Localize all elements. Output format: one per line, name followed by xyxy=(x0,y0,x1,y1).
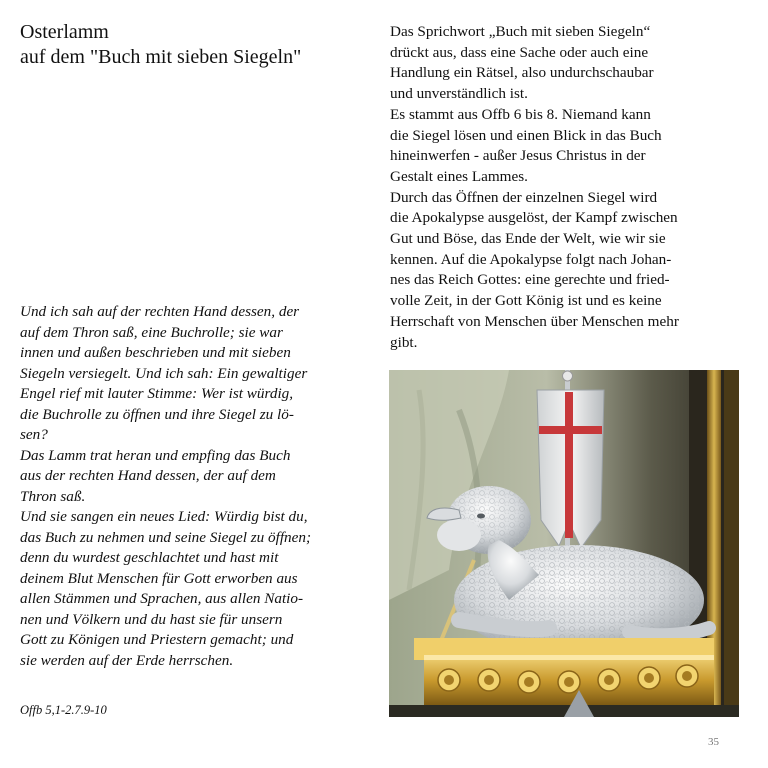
explanation-line: kennen. Auf die Apokalypse folgt nach Johan- xyxy=(390,250,672,268)
quote-line: nen und Völkern und du hast sie für unsern xyxy=(20,610,283,628)
quote-line: Und sie sangen ein neues Lied: Würdig bist du, xyxy=(20,508,308,525)
explanation-line: und unverständlich ist. xyxy=(390,85,528,103)
explanation-line: Handlung ein Rätsel, also undurchschaubar xyxy=(390,64,654,82)
quote-line: die Buchrolle zu öffnen und ihre Siegel zu lö- xyxy=(20,405,294,423)
title-line-1: Osterlamm xyxy=(20,21,109,43)
quote-line: auf dem Thron saß, eine Buchrolle; sie war xyxy=(20,323,283,341)
quote-line: Thron saß. xyxy=(20,487,86,505)
quote-line: sie werden auf der Erde herrschen. xyxy=(20,651,234,669)
quote-line: sen? xyxy=(20,426,48,443)
explanation-line: Gut und Böse, das Ende der Welt, wie wir sie xyxy=(390,230,666,248)
easter-lamb-photo xyxy=(389,370,739,717)
explanation-line: die Siegel lösen und einen Blick in das Buch xyxy=(390,126,662,144)
explanation-line: Herrschaft von Menschen über Menschen mehr xyxy=(390,312,679,330)
explanation-line: volle Zeit, in der Gott König ist und es keine xyxy=(390,292,662,310)
quote-line: allen Stämmen und Sprachen, aus allen Natio- xyxy=(20,590,304,607)
quote-line: denn du wurdest geschlachtet und hast mit xyxy=(20,549,279,566)
explanation-line: Durch das Öffnen der einzelnen Siegel wird xyxy=(390,188,658,206)
explanation-line: die Apokalypse ausgelöst, der Kampf zwischen xyxy=(390,209,678,227)
quote-citation: Offb 5,1-2.7.9-10 xyxy=(20,703,107,717)
explanation-text xyxy=(390,22,750,353)
quote-line: innen und außen beschrieben und mit sieben xyxy=(20,344,291,361)
explanation-line: Das Sprichwort „Buch mit sieben Siegeln“ xyxy=(390,23,651,40)
explanation-line: hineinwerfen - außer Jesus Christus in der xyxy=(390,147,646,165)
quote-line: das Buch zu nehmen und seine Siegel zu öffnen; xyxy=(20,528,312,546)
quote-line: Das Lamm trat heran und empfing das Buch xyxy=(20,446,291,464)
bible-quote xyxy=(20,302,370,671)
quote-line: Siegeln versiegelt. Und ich sah: Ein gewaltiger xyxy=(20,364,308,382)
explanation-line: Gestalt eines Lammes. xyxy=(390,167,528,185)
explanation-line: gibt. xyxy=(390,333,418,351)
quote-line: deinem Blut Menschen für Gott erworben aus xyxy=(20,569,298,587)
explanation-line: drückt aus, dass eine Sache oder auch eine xyxy=(390,43,649,61)
explanation-line: nes das Reich Gottes: eine gerechte und fried- xyxy=(390,271,670,289)
title-line-2: auf dem "Buch mit sieben Siegeln" xyxy=(20,46,302,68)
lamb-illustration xyxy=(389,370,739,717)
quote-line: Gott zu Königen und Priestern gemacht; und xyxy=(20,631,294,648)
page-title xyxy=(20,20,365,70)
quote-line: Engel rief mit lauter Stimme: Wer ist würdig, xyxy=(20,385,294,402)
quote-line: aus der rechten Hand dessen, der auf dem xyxy=(20,467,276,484)
page-number: 35 xyxy=(708,736,719,748)
explanation-line: Es stammt aus Offb 6 bis 8. Niemand kann xyxy=(390,105,651,123)
quote-line: Und ich sah auf der rechten Hand dessen, der xyxy=(20,303,300,320)
